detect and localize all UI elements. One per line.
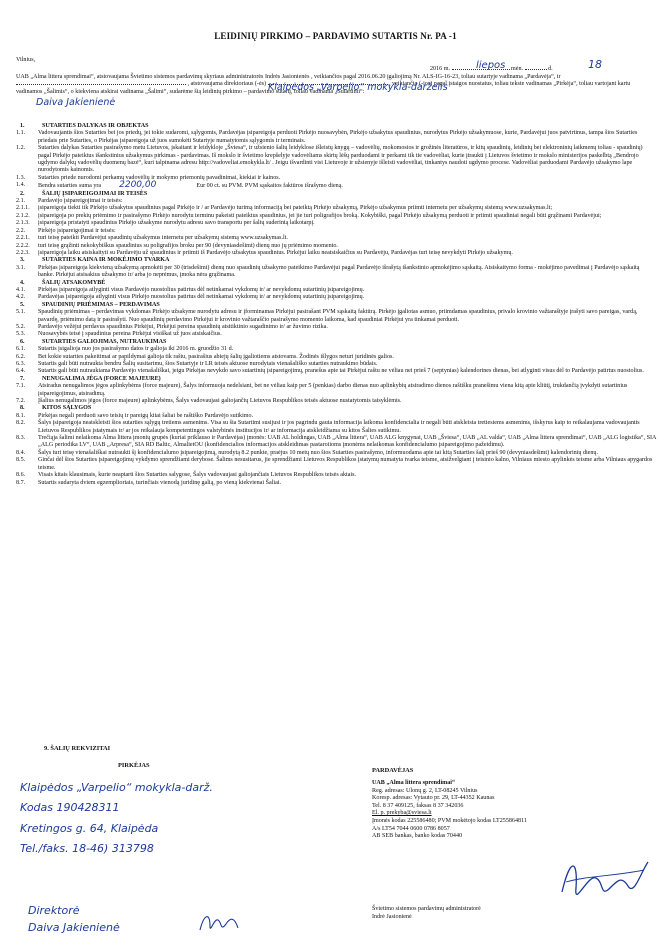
clause-text-main: Sutarties priede nurodomi perkamų vadovėlių ir mokymo priemonių pavadinimai, kiekiai ir kainos. (38, 174, 281, 181)
clause-number: 8.7. (16, 479, 26, 486)
document-title: LEIDINIŲ PIRKIMO – PARDAVIMO SUTARTIS Nr. PA -1 (214, 31, 457, 41)
clause-text (38, 228, 657, 235)
clause-number: 1.4. (16, 182, 26, 189)
clause (16, 420, 657, 435)
clause-text (38, 309, 657, 324)
section-number: 5. (20, 301, 25, 308)
clause-number: 2.1.3. (16, 220, 30, 227)
clause (16, 213, 657, 220)
buyer-req-line-4: Tel./faks. 18-46) 313798 (20, 842, 154, 855)
clause (16, 331, 657, 338)
intro-line2: , atstovaujama direktoriaus (-ės) (187, 81, 267, 88)
clause-text-main: Pardavėjas įsipareigoja atlyginti visus Pirkėjo nuostolius patirtus dėl netinkamai vykdomų ir/ ar nevykdomų sutartinių įsipareigojimų. (38, 294, 365, 301)
clause-text (38, 472, 657, 479)
clause-number: 2.1.2. (16, 212, 30, 219)
clause-text (38, 398, 657, 405)
seller-req-line: Tel. 8 37 409125, faksas 8 37 342036 (372, 802, 464, 809)
seller-label: PARDAVĖJAS (372, 767, 414, 774)
clause-number: 1.2. (16, 145, 26, 152)
clause-text-main: Sutartis sudaryta dviem egzemplioriais, turinčiais vienodą juridinę galią, po vieną kiekvienai Šaliai. (38, 479, 282, 486)
clause (16, 294, 657, 301)
buyer-name-handwritten: Klaipėdos „Varpelio“ mokykla-darželis (268, 82, 448, 93)
seller-signer-title: Švietimo sistemos pardavimų administratorė (372, 906, 481, 912)
section-title: ŠALIŲ ĮSIPAREIGOJIMAI IR TEISĖS (42, 190, 148, 197)
date-year: 2016 m. (430, 66, 450, 72)
section-title: KITOS SĄLYGOS (42, 405, 92, 412)
clause (16, 175, 657, 182)
clause (16, 235, 657, 242)
clause-text (38, 346, 657, 353)
clause (16, 435, 657, 450)
section-heading (20, 339, 657, 346)
section-number: 7. (20, 375, 25, 382)
clause-text (38, 182, 657, 190)
seller-req-line: El. p. prekyba@sviesa.lt (372, 810, 432, 817)
clause-number: 1.1. (16, 130, 26, 137)
clause (16, 130, 657, 145)
clause-text-main: įsipareigoja laiku atsiskaityti su Pardavėju už spaudinius ir priimti iš Pardavėjo užsakytus spaudinius. Pirkėjui laiku neatsiskaičius su Pardavėju, Pardavėjas turi teisę nevykdyti Pirkėjo užsakymų. (38, 249, 513, 256)
clause-text-main: turi teisę grąžinti nekokybiškus spaudinius su poligrafijos broku per 90 (devyniasdešimt) dienų nuo jų priėmimo momento. (38, 242, 338, 249)
clause-text (38, 420, 657, 435)
clause-text (38, 324, 657, 331)
clause-text-main: Visais kitais klausimais, kurie neaptarti šios Sutarties salygose, Šalys vadovaujasi galiojančiais Lietuvos Respublikos teisės aktais. (38, 472, 356, 479)
clause-text (38, 145, 657, 175)
seller-req-line: Koresp. adresas: Vytauto pr. 29, LT-44352 Kaunas (372, 795, 495, 802)
intro-line1: UAB „Alma littera sprendimai“, atstovaujama Švietimo sistemos pardavimų skyriaus administratorės Indrės Jasionienės , veikiančios pagal 2016.06.20 įgaliojimą Nr. ALS-IG-16-23, toliau sutartyje vadinama „Pardavėja“, ir (16, 74, 561, 80)
clause-text (38, 368, 657, 375)
date-day-handwritten: 18 (588, 58, 602, 71)
seller-req-line: UAB „Alma littera sprendimai“ (372, 780, 455, 786)
director-name-handwritten: Daiva Jakienienė (36, 97, 116, 108)
clause-number: 4.1. (16, 286, 26, 293)
clause (16, 383, 657, 398)
clause (16, 220, 657, 227)
section-title: ŠALIŲ ATSAKOMYBĖ (42, 279, 106, 286)
clause-number: 8.2. (16, 420, 26, 427)
clause-text-main: Šalys įsipareigoja neatskleisti šios sutarties sąlygų tretiems asmenims. Visa su šia Sutartimi susijusi ir jos pagrindu gauta informacija laikoma konfidencialia ir negali būti atskleista tretiesiems asmenims, išskyrus kaip to reikalaujama vadovaujantis Lietuvos Respublikos įstatymais ir/ ar jos reikalauja kompetentingos valstybinės institucijos ir/ ar informacija atskleidžiama su kitos Šalies sutikimu. (38, 420, 640, 434)
header-line (16, 57, 657, 64)
clause-number: 6.1. (16, 346, 26, 353)
section-number: 6. (20, 338, 25, 345)
clause-number: 2.1.1. (16, 205, 30, 212)
section-title: NENUGALIMA JĖGA (FORCE MAJEURE) (42, 375, 161, 382)
buyer-signer-title: Direktorė (28, 904, 80, 917)
clause-text (38, 130, 657, 145)
clause-number: 2.2.1. (16, 235, 30, 242)
clause-text (38, 354, 657, 361)
clause-text (38, 457, 657, 472)
clause (16, 205, 657, 212)
clause-text-main: Sutarties dalykas Sutarties pasirašymo metu Lietuvos, įskaitant ir leidykloje „Šviesa“, ir užsienio šalių leidyklose išleistų knygų – vadovėlių, mokomosios ir grožinės literatūros, ir kitų spaudinių, leidinių bei elektroninių laikmenų toliau - spaudinių) pagal Pirkėjo pateiktus išankstinius užsakymus pirkimas - pardavimas. Iš mokslo ir švietimo krepšelyje vadovėliams skirtų lėšų parduodami ir perkami tik tie vadovėliai, kurie įtraukti į Lietuvos švietimo ir mokslo ministerijos paskelbtą „Bendrojo ugdymo dalykų vadovėlių duomenų bazė“, kuri talpinama adresu http://vadoveliai.emokykla.lt/ . Jeigu išvardinti visi Lietuvoje ir užsienyje išleisti vadovėliai, tinkantys naudoti ugdymo procese. Vadovėliai parduodami Pardavėjo užsakymo lape nurodytomis kainomis. (38, 145, 643, 174)
clause (16, 309, 657, 324)
clause (16, 480, 657, 487)
section-title: SUTARTIES GALIOJIMAS, NUTRAUKIMAS (42, 338, 167, 345)
clause-text-main: Sutartis gali būti nutraukiama Pardavėjo vienašališkai, jeigu Pirkėjas nevykdo savo sutartinių įsipareigojimų, pranešus apie tai Pirkėjui raštu ne vėliau nei prieš 7 (septynias) kalendorines dienas, bei atlyginti visus dėl to Pardavėjo patirtus nuostolius. (38, 368, 644, 375)
clause-number: 2.2.3. (16, 249, 30, 256)
clause-text-main: Pirkėjas įsipareigoja kiekvieną užsakymą apmokėti per 30 (trisdešimt) dienų nuo spaudinių užsakymo pateikimo Pardavėjui pagal Pardavėjo išrašytą išankstinio apmokėjimo sąskaitą. Atsiskaitymo forma - mokėjimo pavedimai į Pardavėjo sąskaitą banke. Pirkėjui atsisakius užsakymo ir/ arba jo neprėmus, įmoka nėra grąžinama. (38, 264, 640, 279)
clause-number: 2.1. (16, 198, 26, 205)
clause (16, 287, 657, 294)
clause-text-main: Pirkėjas įsipareigoja atlyginti visus Pardavėjo nuostolius patirtus dėl netinkamai vykdomų ir/ ar nevykdomų sutartinių įsipareigojimų. (38, 286, 365, 293)
clause (16, 265, 657, 280)
clause-text-main: turi teisę pateikti Pardavėjui spaudinių užsakymus internetu per užsakymų sistemą www.uzsakymas.lt. (38, 235, 288, 242)
clause-number: 6.2. (16, 353, 26, 360)
clause-text-main: Pirkėjas negali perduoti savo teisių ir pareigų kitai šaliai be raštiško Pardavėjo sutikimo. (38, 412, 254, 419)
clause-text-main: Spaudinių priėmimas – perdavimas vykdomas Pirkėjo užsakyme nurodytu adresu ir įforminamas Pirkėjui pasirašant PVM sąskaitą faktūrą. Pirkėjo įgaliotas asmuo, priimdamas spaudinius, privalo krovinio važtaraštyje įrašyti savo pareigas, vardą, pavardę, priėmimo datą ir pasirašyti. Nuo spaudinių perdavimo Pirkėjui ir krovinio važtaraščio pasirašymo momento laikoma, kad spaudiniai Pirkėjui yra tinkamai perduoti. (38, 309, 638, 323)
clause (16, 457, 657, 472)
buyer-req-line-2: Kodas 190428311 (20, 801, 120, 814)
section-number: 8. (20, 405, 25, 412)
clause-text (38, 383, 657, 398)
clause-text-main: Trečiąja šalimi nelaikoma Alma littera įmonių grupės (kuriai priklauso ir Pardavėjas) įmonės: UAB AL holdingas, UAB „Alma littera“, UAB ALG knygynai, UAB „Šviesa“, UAB „AL valda“, UAB „Alma littera sprendimai“, UAB „ALG logistika“, SIA „ALG periodika LV“, UAB „Arpresa“, SIA RD Baltic, AlmalietOU (konfidencialios informacijos atskleidimas pastaroiioms įmonėms nelaikomas konfidencialumo įsipareigojimo pažeidimu). (38, 435, 657, 449)
seller-req-line: A/s LT54 7044 0600 0786 8057 (372, 825, 450, 832)
clause-number: 8.5. (16, 457, 26, 464)
clause-text-main: Bet kokie sutarties pakeitimai ar papildymai galioja tik raštu, pasirašius abiejų šalių įgaliotiems atstovams. Žodinės išlygos neturi juridinės galios. (38, 353, 394, 360)
section-heading (20, 257, 657, 264)
clause-text-main: Atsiradus nenugalimos jėgos aplinkybėms (force majeure), Šalys informuoja nedelsiant, bet ne vėliau kaip per 5 (penkias) darbo dienas nuo aplinkybių atsiradimo dienos raštišku pranešimu viena kitą apie kliūtį, trukdančią įvykdyti sutartinius įsipareigojimus, atsiradimą. (38, 383, 628, 397)
clause (16, 368, 657, 375)
clause-text-main: Ginčai dėl šios Sutarties įsipareigojimų vykdymo sprendžiami derybose. Šalims nesusitarus, jie sprendžiami Lietuvos Respublikos įstatymų numatyta tvarka teisme, atsižvelgiant į teisinio kalno, Vilniaus miesto apylinkės teisme arba Vilniaus apygardos teisme. (38, 457, 653, 471)
requisites-heading: 9. ŠALIŲ REKVIZITAI (44, 745, 111, 752)
clause-number: 1.3. (16, 174, 26, 181)
clause-text-main: Sutartis gali būti nutraukta bendru Šalių susitarimu, šios Sutartyje ir LR teisės aktuose nurodytais vienašališko sutarties nutraukimo būdais. (38, 361, 378, 367)
clause-number: 4.2. (16, 294, 26, 301)
contract-sections (16, 123, 657, 487)
clause (16, 243, 657, 250)
clause-text-main: įsipareigoja po prekių priėmimo ir pasirašymo Pirkėjo nurodytu terminu pakeisti pateiktus spaudinius, jei jie turi poligrafijos broką. Kokybiški, pagal Pirkėjo užsakymą perduoti ir priimti spaudiniai negali būti grąžinami Pardavėjui; (38, 212, 602, 219)
section-number: 3. (20, 257, 25, 264)
section-title: SUTARTIES KAINA IR MOKĖJIMO TVARKA (42, 257, 170, 264)
clause-text (38, 243, 657, 250)
clause-text (38, 294, 657, 301)
clause (16, 228, 657, 235)
clause (16, 346, 657, 353)
section-number: 2. (20, 190, 25, 197)
clause-number: 5.3. (16, 331, 26, 338)
section-heading (20, 280, 657, 287)
clause-text-main: Bendra sutarties suma yra (38, 183, 102, 190)
clause-text (38, 213, 657, 220)
seller-signature (556, 852, 652, 914)
clause-text (38, 205, 657, 212)
clause-text-tail: Eur 00 ct. su PVM. PVM sąskaitos faktūros išrašymo dieną. (196, 183, 343, 190)
buyer-req-line-3: Kretingos g. 64, Klaipėda (20, 822, 159, 835)
clause-text (38, 287, 657, 294)
seller-signer (372, 906, 481, 921)
clause-number: 5.1. (16, 309, 26, 316)
date-month-handwritten: liepos (476, 60, 506, 71)
buyer-label: PIRKĖJAS (118, 762, 150, 769)
clause-number: 8.4. (16, 449, 26, 456)
clause-text-main: įsipareigoja pristatyti spaudinius Pirkėjo užsakyme nurodytu adresu savo transportu per šalių suderintą laikotarpį. (38, 220, 315, 227)
clause-number: 6.4. (16, 368, 26, 375)
seller-req-line: AB SEB bankas, banko kodas 70440 (372, 833, 463, 840)
clause-text-main: Pardavėjo įsipareigojimai ir teisės: (38, 198, 123, 205)
section-number: 1. (20, 123, 25, 129)
seller-requisites (372, 780, 527, 841)
clause-text-main: įsipareigoja tiekti tik Pirkėjo užsakytus spaudinius pagal Pirkėjo ir / ar Pardavėjo turimą informaciją bei pateiktą Pirkėjo užsakymą, Pirkėjo užsakymus priimti internetu per užsakymų sistemą www.uzsakymas.lt; (38, 205, 553, 212)
clause-number: 3.1. (16, 264, 26, 271)
clause-text (38, 480, 657, 487)
clause-number: 8.6. (16, 472, 26, 479)
section-heading (20, 123, 657, 130)
clause-text (38, 435, 657, 450)
section-title: SPAUDINIŲ PRIĖMIMAS – PERDAVIMAS (42, 301, 160, 308)
clause-number: 8.1. (16, 412, 26, 419)
intro-line3: , veikiančio (-ios) pagal įstaigos nuostatus, toliau tekste vadinamas „Pirkėja“, toliau vartojant kartu vadinamos „Šalimis“, o kiekviena atskirai vadinama „Šalimi“, sudarėme šią leidinių pirkimo – pardavimo sutartį, toliau vadinama „Sutartimi“: (16, 81, 631, 95)
clause-number: 6.3. (16, 361, 26, 367)
seller-req-line: Įmonės kodas 225586480; PVM mokėtojo kodas LT255864811 (372, 817, 527, 824)
section-number: 4. (20, 279, 25, 286)
clause-text (38, 331, 657, 338)
total-sum-handwritten: 2200,00 (119, 180, 157, 191)
section-heading (20, 405, 657, 412)
clause-text-main: Įšalius nenugalimos jėgos (force majeure) aplinkybėms, Šalys vadovaujasi galiojančių Lietuvos Respublikos teisės aktuose nustatytomis taisyklėmis. (38, 398, 402, 405)
clause (16, 398, 657, 405)
clause-text-main: Pirkėjo įsipareigojimai ir teisės: (38, 227, 116, 234)
clause-number: 7.2. (16, 398, 26, 405)
clause-text-main: Pardavėjo vežėjui perdavus spaudinius Pirkėjui, Pirkėjui pereina spaudinių atsitiktinio sugadinimo ir/ ar žuvimo rizika. (38, 323, 328, 330)
clause (16, 324, 657, 331)
clause-number: 8.3. (16, 435, 26, 442)
clause (16, 472, 657, 479)
clause (16, 354, 657, 361)
section-title: SUTARTIES DALYKAS IR OBJEKTAS (42, 123, 149, 129)
clause-number: 7.1. (16, 383, 26, 390)
clause-text (38, 265, 657, 280)
buyer-req-line-1: Klaipėdos „Varpelio“ mokykla-darž. (20, 781, 213, 794)
section-heading (20, 191, 657, 198)
clause-text-main: Šalys turi teisę vienašališkai nutraukti šį konfidencialumo įsipareigojimą, nurodytą 8.2 punkte, praėjus 10 metų nuo šios Sutarties pasirašymo, informuodama apie tai kitą Sutarties šalį prieš 90 (devyniasdešimt) kalendorinių dienų. (38, 449, 599, 456)
seller-req-line: Reg. adresas: Ulonų g. 2, LT-08245 Vilnius (372, 787, 478, 794)
seller-signer-name: Indrė Jasionienė (372, 913, 412, 920)
clause (16, 145, 657, 175)
clause-number: 5.2. (16, 323, 26, 330)
date-month-label: mėn. (511, 66, 524, 72)
clause-text (38, 220, 657, 227)
buyer-signature (196, 908, 242, 938)
clause-text-main: Vadovaujantis šios Sutarties bei jos priedų, jei tokie sudaromi, sąlygomis, Pardavėjas įsipareigoja perduoti Pirkėjo nuosavybėn, Pirkėjo užsakytus spaudinius, nurodytus Pirkėjo užsakymuose, kurie, Pardavėjui juos patvirtinus, tampa šios Sutarties priedais prie Sutarties, o Pirkėjas įsipareigoja už juos sumokėti Sutartyje numatytomis sąlygomis ir terminais. (38, 130, 638, 144)
buyer-signer-name: Daiva Jakienienė (28, 921, 120, 934)
clause-number: 2.2.2. (16, 242, 30, 249)
date-day-label: d. (548, 66, 553, 72)
city: Vilnius, (16, 57, 36, 63)
clause-text-main: Sutartis įsigalioja nuo jos pasirašymo datos ir galioja iki 2016 m. gruodžio 31 d. (38, 346, 234, 353)
clause-number: 2.2. (16, 227, 26, 234)
clause-text (38, 235, 657, 242)
clause-text-main: Nuosavybės teisė į spaudinius pereina Pirkėjui visiškai už juos atsiskaičius. (38, 331, 222, 338)
clause (16, 182, 657, 190)
